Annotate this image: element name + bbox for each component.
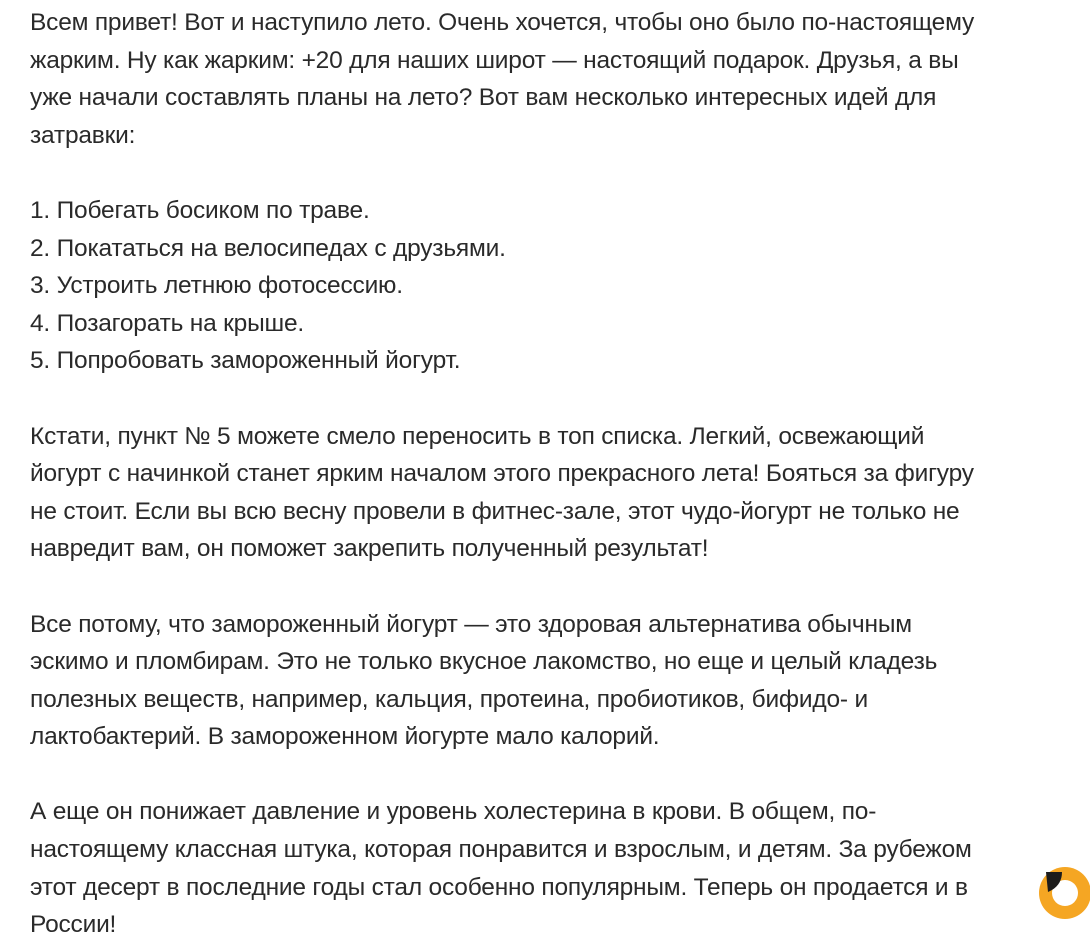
text-line: полезных веществ, например, кальция, протеина, пробиотиков, бифидо- и: [30, 685, 868, 713]
paragraph-intro: [30, 4, 1070, 154]
text-line: Кстати, пункт № 5 можете смело переносить в топ списка. Легкий, освежающий: [30, 422, 925, 450]
list-item: 5. Попробовать замороженный йогурт.: [30, 347, 461, 375]
text-line: этот десерт в последние годы стал особенно популярным. Теперь он продается и в: [30, 873, 968, 901]
paragraph-spacer: [30, 756, 1070, 794]
list-item: 4. Позагорать на крыше.: [30, 309, 304, 337]
text-line: уже начали составлять планы на лето? Вот вам несколько интересных идей для: [30, 84, 937, 112]
paragraph-spacer: [30, 568, 1070, 606]
text-line: эскимо и пломбирам. Это не только вкусное лакомство, но еще и целый кладезь: [30, 648, 938, 676]
text-line: России!: [30, 911, 117, 939]
ideas-list: [30, 192, 1070, 380]
text-line: не стоит. Если вы всю весну провели в фитнес-зале, этот чудо-йогурт не только не: [30, 497, 960, 525]
brand-logo-icon: [1034, 862, 1090, 920]
list-item: 1. Побегать босиком по траве.: [30, 196, 370, 224]
paragraph-benefits: [30, 606, 1070, 756]
text-line: лактобактерий. В замороженном йогурте мало калорий.: [30, 723, 660, 751]
text-line: настоящему классная штука, которая понравится и взрослым, и детям. За рубежом: [30, 836, 972, 864]
post-body: [30, 4, 1070, 944]
text-line: Все потому, что замороженный йогурт — это здоровая альтернатива обычным: [30, 610, 912, 638]
paragraph-spacer: [30, 380, 1070, 418]
text-line: жарким. Ну как жарким: +20 для наших широт — настоящий подарок. Друзья, а вы: [30, 46, 959, 74]
paragraph-spacer: [30, 154, 1070, 192]
text-line: навредит вам, он поможет закрепить полученный результат!: [30, 535, 709, 563]
paragraph-health: [30, 793, 1070, 943]
paragraph-item-five: [30, 418, 1070, 568]
text-line: затравки:: [30, 121, 136, 149]
list-item: 2. Покататься на велосипедах с друзьями.: [30, 234, 506, 262]
list-item: 3. Устроить летнюю фотосессию.: [30, 272, 403, 300]
brand-badge[interactable]: [1034, 862, 1090, 920]
text-line: А еще он понижает давление и уровень холестерина в крови. В общем, по-: [30, 798, 877, 826]
text-line: йогурт с начинкой станет ярким началом этого прекрасного лета! Бояться за фигуру: [30, 460, 974, 488]
text-line: Всем привет! Вот и наступило лето. Очень хочется, чтобы оно было по-настоящему: [30, 9, 975, 36]
